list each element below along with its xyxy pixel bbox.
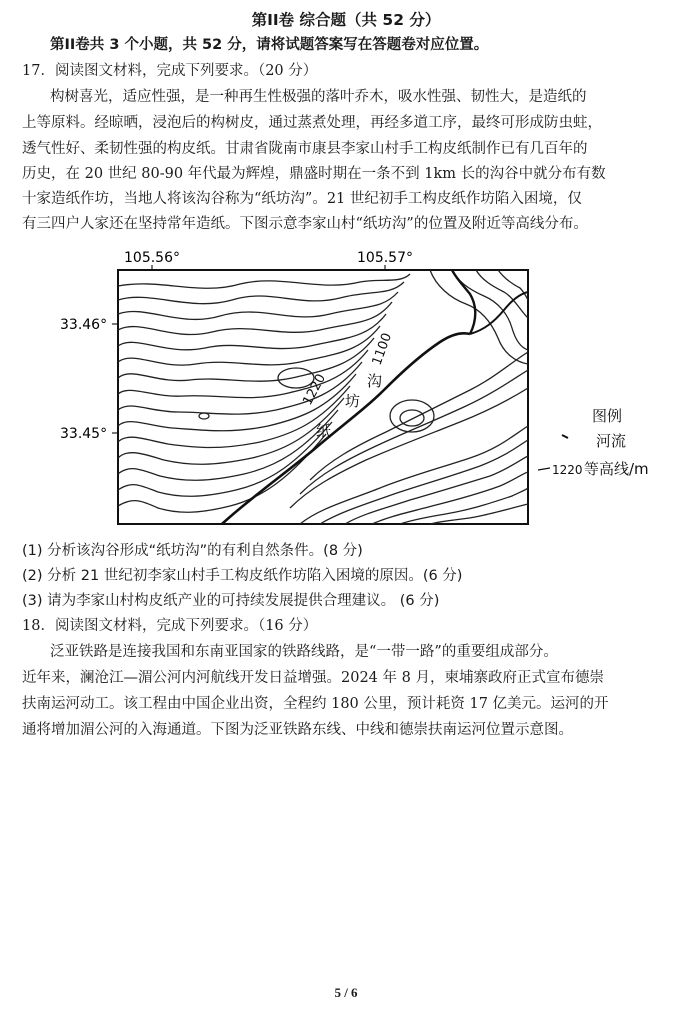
section-note: 第II卷共 3 个小题，共 52 分，请将试题答案写在答题卷对应位置。 [50, 37, 489, 53]
contour-label: 1220 [300, 371, 330, 408]
place-label-char: 纸 [316, 422, 332, 440]
q17-material-line: 历史，在 20 世纪 80-90 年代最为辉煌，鼎盛时期在一条不到 1km 长的沟谷中就分布有数 [22, 166, 606, 182]
q17-material-line: 透气性好、柔韧性强的构皮纸。甘肃省陇南市康县李家山村手工构皮纸制作已有几百年的 [22, 141, 588, 157]
legend-contour-label: 等高线/m [584, 460, 649, 478]
q17-stem: 17．阅读图文材料，完成下列要求。（20 分） [22, 63, 318, 79]
legend-river-swatch [562, 435, 568, 438]
place-label-char: 坊 [345, 392, 361, 410]
q18-material-line: 通将增加湄公河的入海通道。下图为泛亚铁路东线、中线和德崇扶南运河位置示意图。 [22, 722, 573, 738]
legend-river-label: 河流 [596, 432, 627, 450]
q18-material-line: 扶南运河动工。该工程由中国企业出资，全程约 180 公里，预计耗资 17 亿美元。运河的开 [22, 696, 609, 712]
q18-material-line: 近年来，澜沧江—湄公河内河航线开发日益增强。2024 年 8 月，柬埔寨政府正式宣布德崇 [22, 670, 604, 686]
lat-label: 33.46° [60, 317, 108, 333]
q17-subquestion: (1) 分析该沟谷形成“纸坊沟”的有利自然条件。(8 分) [22, 543, 363, 559]
legend-title: 图例 [592, 407, 623, 425]
q18-stem: 18．阅读图文材料，完成下列要求。（16 分） [22, 618, 318, 634]
q17-material-line: 构树喜光，适应性强，是一种再生性极强的落叶乔木，吸水性强、韧性大，是造纸的 [50, 89, 587, 105]
q17-material-line: 有三四户人家还在坚持常年造纸。下图示意李家山村“纸坊沟”的位置及附近等高线分布。 [22, 216, 588, 232]
legend-contour-value: 1220 [552, 463, 583, 477]
contour-map-figure [0, 238, 692, 538]
q17-subquestion: (2) 分析 21 世纪初李家山村手工构皮纸作坊陷入困境的原因。(6 分) [22, 568, 463, 584]
map-frame [118, 270, 528, 524]
lon-label: 105.57° [357, 250, 413, 266]
q17-material-line: 上等原料。经晾晒，浸泡后的构树皮，通过蒸煮处理，再经多道工序，最终可形成防虫蛀， [22, 115, 602, 131]
q17-subquestion: (3) 请为李家山村构皮纸产业的可持续发展提供合理建议。 (6 分) [22, 593, 440, 609]
lat-label: 33.45° [60, 426, 108, 442]
lon-label: 105.56° [124, 250, 180, 266]
contour-label: 1100 [369, 331, 396, 368]
q18-material-line: 泛亚铁路是连接我国和东南亚国家的铁路线路，是“一带一路”的重要组成部分。 [50, 644, 558, 660]
section-title: 第II卷 综合题（共 52 分） [251, 11, 441, 29]
place-label-char: 沟 [367, 372, 383, 390]
contour-map [0, 238, 692, 538]
page-number: 5 / 6 [334, 985, 358, 1000]
q17-material-line: 十家造纸作坊，当地人将该沟谷称为“纸坊沟”。21 世纪初手工构皮纸作坊陷入困境，仅 [22, 191, 582, 207]
legend-contour-swatch [538, 468, 550, 470]
